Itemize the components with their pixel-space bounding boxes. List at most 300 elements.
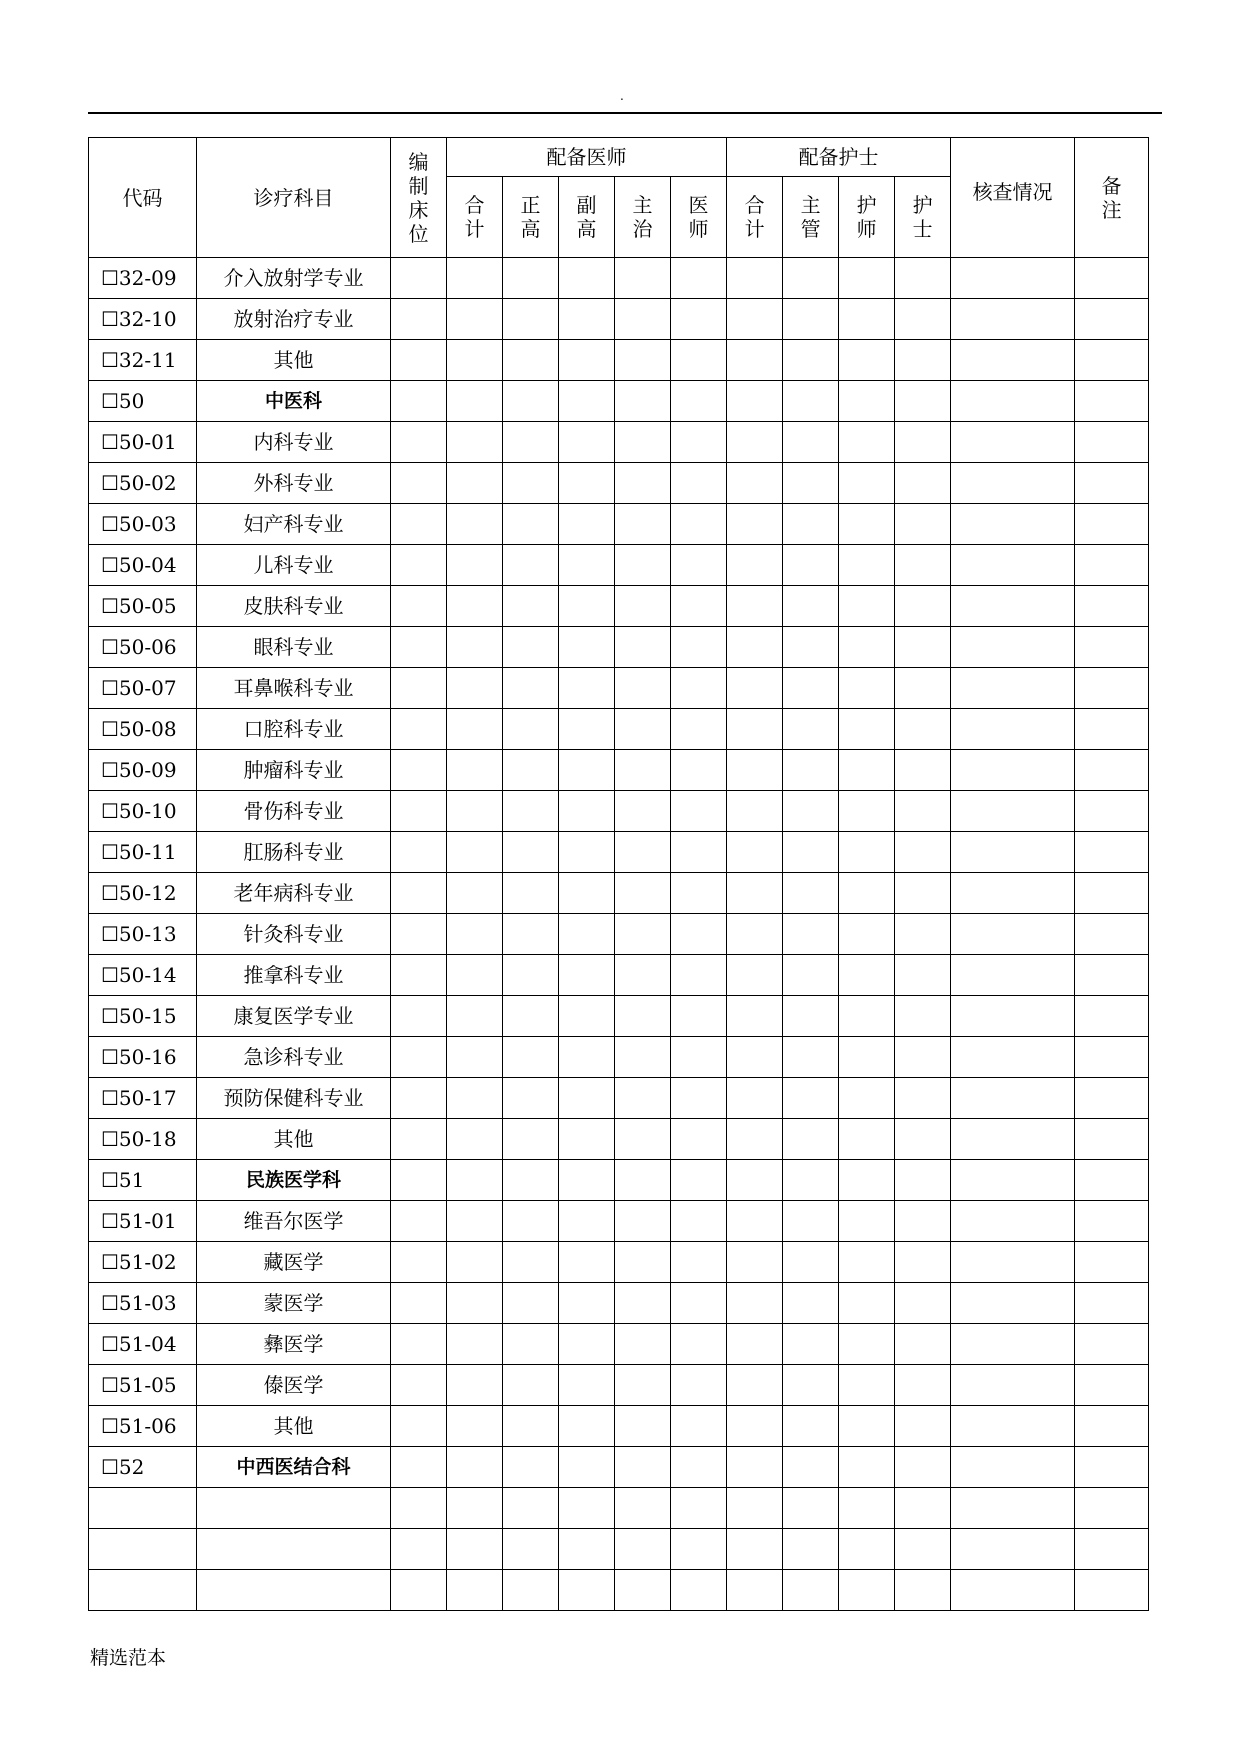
empty-entry-cell[interactable]	[727, 1447, 783, 1488]
empty-entry-cell[interactable]	[559, 299, 615, 340]
empty-entry-cell[interactable]	[839, 1283, 895, 1324]
empty-entry-cell[interactable]	[1075, 1160, 1149, 1201]
empty-entry-cell[interactable]	[727, 1201, 783, 1242]
empty-entry-cell[interactable]	[447, 463, 503, 504]
empty-entry-cell[interactable]	[447, 1447, 503, 1488]
empty-entry-cell[interactable]	[839, 1529, 895, 1570]
empty-entry-cell[interactable]	[1075, 709, 1149, 750]
empty-entry-cell[interactable]	[671, 381, 727, 422]
empty-entry-cell[interactable]	[727, 1078, 783, 1119]
empty-entry-cell[interactable]	[615, 1570, 671, 1611]
empty-entry-cell[interactable]	[615, 1037, 671, 1078]
empty-entry-cell[interactable]	[839, 1365, 895, 1406]
empty-entry-cell[interactable]	[895, 463, 951, 504]
empty-entry-cell[interactable]	[447, 340, 503, 381]
empty-entry-cell[interactable]	[895, 545, 951, 586]
empty-entry-cell[interactable]	[727, 1324, 783, 1365]
empty-entry-cell[interactable]	[391, 1160, 447, 1201]
empty-entry-cell[interactable]	[391, 545, 447, 586]
empty-entry-cell[interactable]	[671, 914, 727, 955]
empty-entry-cell[interactable]	[615, 1406, 671, 1447]
empty-entry-cell[interactable]	[1075, 381, 1149, 422]
empty-entry-cell[interactable]	[895, 1406, 951, 1447]
empty-entry-cell[interactable]	[391, 1488, 447, 1529]
empty-entry-cell[interactable]	[727, 299, 783, 340]
empty-entry-cell[interactable]	[895, 996, 951, 1037]
empty-entry-cell[interactable]	[559, 668, 615, 709]
empty-entry-cell[interactable]	[503, 1078, 559, 1119]
empty-entry-cell[interactable]	[391, 1529, 447, 1570]
empty-entry-cell[interactable]	[951, 422, 1075, 463]
empty-entry-cell[interactable]	[783, 873, 839, 914]
empty-entry-cell[interactable]	[895, 914, 951, 955]
empty-entry-cell[interactable]	[1075, 1570, 1149, 1611]
empty-entry-cell[interactable]	[503, 1201, 559, 1242]
empty-entry-cell[interactable]	[615, 1242, 671, 1283]
empty-entry-cell[interactable]	[615, 586, 671, 627]
empty-entry-cell[interactable]	[671, 996, 727, 1037]
empty-entry-cell[interactable]	[839, 996, 895, 1037]
empty-entry-cell[interactable]	[671, 832, 727, 873]
empty-entry-cell[interactable]	[1075, 791, 1149, 832]
empty-entry-cell[interactable]	[895, 1201, 951, 1242]
empty-entry-cell[interactable]	[391, 1119, 447, 1160]
empty-entry-cell[interactable]	[839, 914, 895, 955]
empty-entry-cell[interactable]	[615, 914, 671, 955]
empty-entry-cell[interactable]	[503, 1324, 559, 1365]
empty-entry-cell[interactable]	[727, 1570, 783, 1611]
empty-entry-cell[interactable]	[447, 1119, 503, 1160]
empty-entry-cell[interactable]	[503, 299, 559, 340]
empty-entry-cell[interactable]	[503, 709, 559, 750]
empty-entry-cell[interactable]	[727, 668, 783, 709]
empty-entry-cell[interactable]	[391, 1078, 447, 1119]
empty-entry-cell[interactable]	[503, 873, 559, 914]
empty-entry-cell[interactable]	[671, 1160, 727, 1201]
empty-entry-cell[interactable]	[1075, 832, 1149, 873]
empty-entry-cell[interactable]	[391, 422, 447, 463]
empty-entry-cell[interactable]	[951, 1365, 1075, 1406]
empty-entry-cell[interactable]	[727, 1242, 783, 1283]
empty-entry-cell[interactable]	[951, 381, 1075, 422]
empty-entry-cell[interactable]	[559, 545, 615, 586]
empty-entry-cell[interactable]	[615, 1324, 671, 1365]
empty-entry-cell[interactable]	[727, 1488, 783, 1529]
empty-entry-cell[interactable]	[503, 1160, 559, 1201]
empty-entry-cell[interactable]	[671, 1488, 727, 1529]
empty-entry-cell[interactable]	[559, 1119, 615, 1160]
empty-entry-cell[interactable]	[447, 709, 503, 750]
empty-entry-cell[interactable]	[447, 299, 503, 340]
empty-entry-cell[interactable]	[615, 1488, 671, 1529]
empty-entry-cell[interactable]	[671, 1324, 727, 1365]
empty-entry-cell[interactable]	[503, 1119, 559, 1160]
empty-entry-cell[interactable]	[671, 1283, 727, 1324]
empty-entry-cell[interactable]	[671, 1201, 727, 1242]
empty-entry-cell[interactable]	[1075, 996, 1149, 1037]
empty-entry-cell[interactable]	[391, 791, 447, 832]
empty-entry-cell[interactable]	[839, 381, 895, 422]
empty-entry-cell[interactable]	[1075, 668, 1149, 709]
empty-entry-cell[interactable]	[671, 340, 727, 381]
empty-entry-cell[interactable]	[783, 299, 839, 340]
empty-entry-cell[interactable]	[1075, 1037, 1149, 1078]
empty-entry-cell[interactable]	[1075, 627, 1149, 668]
empty-entry-cell[interactable]	[727, 709, 783, 750]
empty-entry-cell[interactable]	[447, 627, 503, 668]
empty-entry-cell[interactable]	[615, 1529, 671, 1570]
empty-entry-cell[interactable]	[895, 750, 951, 791]
empty-entry-cell[interactable]	[559, 422, 615, 463]
empty-entry-cell[interactable]	[391, 504, 447, 545]
empty-entry-cell[interactable]	[839, 1201, 895, 1242]
empty-entry-cell[interactable]	[1075, 914, 1149, 955]
empty-entry-cell[interactable]	[783, 996, 839, 1037]
empty-entry-cell[interactable]	[391, 1242, 447, 1283]
empty-entry-cell[interactable]	[615, 709, 671, 750]
empty-entry-cell[interactable]	[895, 504, 951, 545]
empty-entry-cell[interactable]	[951, 1283, 1075, 1324]
empty-entry-cell[interactable]	[615, 750, 671, 791]
empty-entry-cell[interactable]	[895, 668, 951, 709]
empty-entry-cell[interactable]	[727, 1037, 783, 1078]
empty-entry-cell[interactable]	[503, 1242, 559, 1283]
empty-entry-cell[interactable]	[951, 1324, 1075, 1365]
empty-entry-cell[interactable]	[839, 955, 895, 996]
empty-entry-cell[interactable]	[447, 381, 503, 422]
empty-entry-cell[interactable]	[671, 504, 727, 545]
empty-entry-cell[interactable]	[895, 791, 951, 832]
empty-entry-cell[interactable]	[783, 1037, 839, 1078]
empty-entry-cell[interactable]	[839, 1488, 895, 1529]
empty-entry-cell[interactable]	[391, 627, 447, 668]
empty-entry-cell[interactable]	[559, 914, 615, 955]
empty-entry-cell[interactable]	[447, 258, 503, 299]
empty-entry-cell[interactable]	[727, 381, 783, 422]
empty-entry-cell[interactable]	[503, 955, 559, 996]
empty-entry-cell[interactable]	[783, 832, 839, 873]
empty-entry-cell[interactable]	[895, 1447, 951, 1488]
empty-entry-cell[interactable]	[783, 1324, 839, 1365]
empty-entry-cell[interactable]	[1075, 1529, 1149, 1570]
empty-entry-cell[interactable]	[951, 1160, 1075, 1201]
empty-entry-cell[interactable]	[783, 627, 839, 668]
empty-entry-cell[interactable]	[615, 340, 671, 381]
empty-entry-cell[interactable]	[951, 1529, 1075, 1570]
empty-entry-cell[interactable]	[391, 340, 447, 381]
empty-entry-cell[interactable]	[783, 668, 839, 709]
empty-entry-cell[interactable]	[615, 1119, 671, 1160]
empty-entry-cell[interactable]	[895, 955, 951, 996]
empty-entry-cell[interactable]	[839, 1324, 895, 1365]
empty-entry-cell[interactable]	[671, 258, 727, 299]
empty-entry-cell[interactable]	[559, 258, 615, 299]
empty-entry-cell[interactable]	[783, 1570, 839, 1611]
empty-entry-cell[interactable]	[839, 1570, 895, 1611]
empty-entry-cell[interactable]	[447, 996, 503, 1037]
empty-entry-cell[interactable]	[1075, 1365, 1149, 1406]
empty-entry-cell[interactable]	[391, 1324, 447, 1365]
empty-entry-cell[interactable]	[447, 1078, 503, 1119]
empty-entry-cell[interactable]	[783, 750, 839, 791]
empty-entry-cell[interactable]	[559, 463, 615, 504]
empty-entry-cell[interactable]	[615, 545, 671, 586]
empty-entry-cell[interactable]	[783, 1160, 839, 1201]
empty-entry-cell[interactable]	[839, 873, 895, 914]
empty-entry-cell[interactable]	[951, 873, 1075, 914]
empty-entry-cell[interactable]	[783, 955, 839, 996]
empty-entry-cell[interactable]	[895, 1324, 951, 1365]
empty-entry-cell[interactable]	[839, 1242, 895, 1283]
empty-entry-cell[interactable]	[503, 791, 559, 832]
empty-entry-cell[interactable]	[559, 1406, 615, 1447]
empty-entry-cell[interactable]	[615, 381, 671, 422]
empty-entry-cell[interactable]	[727, 258, 783, 299]
empty-entry-cell[interactable]	[671, 463, 727, 504]
empty-entry-cell[interactable]	[727, 545, 783, 586]
empty-entry-cell[interactable]	[727, 463, 783, 504]
empty-entry-cell[interactable]	[447, 586, 503, 627]
empty-entry-cell[interactable]	[839, 1447, 895, 1488]
empty-entry-cell[interactable]	[447, 1283, 503, 1324]
empty-entry-cell[interactable]	[839, 668, 895, 709]
empty-entry-cell[interactable]	[951, 750, 1075, 791]
empty-entry-cell[interactable]	[727, 955, 783, 996]
empty-entry-cell[interactable]	[615, 299, 671, 340]
empty-entry-cell[interactable]	[559, 340, 615, 381]
empty-entry-cell[interactable]	[783, 1078, 839, 1119]
empty-entry-cell[interactable]	[951, 586, 1075, 627]
empty-entry-cell[interactable]	[559, 1447, 615, 1488]
empty-entry-cell[interactable]	[503, 1406, 559, 1447]
empty-entry-cell[interactable]	[951, 1242, 1075, 1283]
empty-entry-cell[interactable]	[559, 750, 615, 791]
empty-entry-cell[interactable]	[559, 1570, 615, 1611]
empty-entry-cell[interactable]	[727, 832, 783, 873]
empty-entry-cell[interactable]	[559, 1529, 615, 1570]
empty-entry-cell[interactable]	[895, 299, 951, 340]
empty-entry-cell[interactable]	[783, 1406, 839, 1447]
empty-entry-cell[interactable]	[783, 1119, 839, 1160]
empty-entry-cell[interactable]	[895, 1160, 951, 1201]
empty-entry-cell[interactable]	[503, 1365, 559, 1406]
empty-entry-cell[interactable]	[671, 750, 727, 791]
empty-entry-cell[interactable]	[503, 668, 559, 709]
empty-entry-cell[interactable]	[559, 381, 615, 422]
empty-entry-cell[interactable]	[951, 1488, 1075, 1529]
empty-entry-cell[interactable]	[391, 463, 447, 504]
empty-entry-cell[interactable]	[391, 1406, 447, 1447]
empty-entry-cell[interactable]	[951, 832, 1075, 873]
empty-entry-cell[interactable]	[895, 1242, 951, 1283]
empty-entry-cell[interactable]	[783, 1529, 839, 1570]
empty-entry-cell[interactable]	[895, 258, 951, 299]
empty-entry-cell[interactable]	[503, 1488, 559, 1529]
empty-entry-cell[interactable]	[783, 791, 839, 832]
empty-entry-cell[interactable]	[391, 1365, 447, 1406]
empty-entry-cell[interactable]	[1075, 750, 1149, 791]
empty-entry-cell[interactable]	[951, 955, 1075, 996]
empty-entry-cell[interactable]	[839, 1406, 895, 1447]
empty-entry-cell[interactable]	[951, 1078, 1075, 1119]
empty-entry-cell[interactable]	[447, 668, 503, 709]
empty-entry-cell[interactable]	[1075, 422, 1149, 463]
empty-entry-cell[interactable]	[503, 1037, 559, 1078]
empty-entry-cell[interactable]	[951, 709, 1075, 750]
empty-entry-cell[interactable]	[783, 463, 839, 504]
empty-entry-cell[interactable]	[447, 1570, 503, 1611]
empty-entry-cell[interactable]	[839, 463, 895, 504]
empty-entry-cell[interactable]	[671, 1078, 727, 1119]
empty-entry-cell[interactable]	[1075, 1406, 1149, 1447]
empty-entry-cell[interactable]	[391, 1037, 447, 1078]
empty-entry-cell[interactable]	[727, 1160, 783, 1201]
empty-entry-cell[interactable]	[1075, 545, 1149, 586]
empty-entry-cell[interactable]	[839, 709, 895, 750]
empty-entry-cell[interactable]	[671, 873, 727, 914]
empty-entry-cell[interactable]	[895, 1078, 951, 1119]
empty-entry-cell[interactable]	[391, 873, 447, 914]
empty-entry-cell[interactable]	[727, 627, 783, 668]
empty-entry-cell[interactable]	[503, 422, 559, 463]
empty-entry-cell[interactable]	[1075, 955, 1149, 996]
empty-entry-cell[interactable]	[615, 955, 671, 996]
empty-entry-cell[interactable]	[447, 791, 503, 832]
empty-entry-cell[interactable]	[839, 1078, 895, 1119]
empty-entry-cell[interactable]	[447, 1242, 503, 1283]
empty-entry-cell[interactable]	[783, 504, 839, 545]
empty-entry-cell[interactable]	[727, 504, 783, 545]
empty-entry-cell[interactable]	[671, 627, 727, 668]
empty-entry-cell[interactable]	[1075, 586, 1149, 627]
empty-entry-cell[interactable]	[447, 955, 503, 996]
empty-entry-cell[interactable]	[783, 340, 839, 381]
empty-entry-cell[interactable]	[671, 299, 727, 340]
empty-entry-cell[interactable]	[615, 1160, 671, 1201]
empty-entry-cell[interactable]	[839, 1037, 895, 1078]
empty-entry-cell[interactable]	[559, 504, 615, 545]
empty-entry-cell[interactable]	[783, 586, 839, 627]
empty-entry-cell[interactable]	[391, 1201, 447, 1242]
empty-entry-cell[interactable]	[503, 1447, 559, 1488]
empty-entry-cell[interactable]	[503, 258, 559, 299]
empty-entry-cell[interactable]	[839, 504, 895, 545]
empty-entry-cell[interactable]	[839, 340, 895, 381]
empty-entry-cell[interactable]	[783, 709, 839, 750]
empty-entry-cell[interactable]	[391, 750, 447, 791]
empty-entry-cell[interactable]	[727, 1365, 783, 1406]
empty-entry-cell[interactable]	[671, 791, 727, 832]
empty-entry-cell[interactable]	[559, 1037, 615, 1078]
empty-entry-cell[interactable]	[391, 1283, 447, 1324]
empty-entry-cell[interactable]	[447, 832, 503, 873]
empty-entry-cell[interactable]	[839, 832, 895, 873]
empty-entry-cell[interactable]	[839, 1119, 895, 1160]
empty-entry-cell[interactable]	[839, 258, 895, 299]
empty-entry-cell[interactable]	[559, 996, 615, 1037]
empty-entry-cell[interactable]	[503, 832, 559, 873]
empty-entry-cell[interactable]	[895, 1365, 951, 1406]
empty-entry-cell[interactable]	[503, 586, 559, 627]
empty-entry-cell[interactable]	[895, 627, 951, 668]
empty-entry-cell[interactable]	[783, 422, 839, 463]
empty-entry-cell[interactable]	[615, 668, 671, 709]
empty-entry-cell[interactable]	[503, 1570, 559, 1611]
empty-entry-cell[interactable]	[391, 914, 447, 955]
empty-entry-cell[interactable]	[503, 504, 559, 545]
empty-entry-cell[interactable]	[447, 1324, 503, 1365]
empty-entry-cell[interactable]	[895, 709, 951, 750]
empty-entry-cell[interactable]	[615, 258, 671, 299]
empty-entry-cell[interactable]	[559, 709, 615, 750]
empty-entry-cell[interactable]	[671, 1037, 727, 1078]
empty-entry-cell[interactable]	[447, 1365, 503, 1406]
empty-entry-cell[interactable]	[615, 1201, 671, 1242]
empty-entry-cell[interactable]	[559, 873, 615, 914]
empty-entry-cell[interactable]	[727, 1283, 783, 1324]
empty-entry-cell[interactable]	[671, 955, 727, 996]
empty-entry-cell[interactable]	[951, 1037, 1075, 1078]
empty-entry-cell[interactable]	[783, 381, 839, 422]
empty-entry-cell[interactable]	[895, 873, 951, 914]
empty-entry-cell[interactable]	[783, 914, 839, 955]
empty-entry-cell[interactable]	[951, 627, 1075, 668]
empty-entry-cell[interactable]	[391, 709, 447, 750]
empty-entry-cell[interactable]	[727, 873, 783, 914]
empty-entry-cell[interactable]	[615, 1283, 671, 1324]
empty-entry-cell[interactable]	[447, 1201, 503, 1242]
empty-entry-cell[interactable]	[559, 1283, 615, 1324]
empty-entry-cell[interactable]	[391, 299, 447, 340]
empty-entry-cell[interactable]	[559, 1365, 615, 1406]
empty-entry-cell[interactable]	[503, 545, 559, 586]
empty-entry-cell[interactable]	[839, 586, 895, 627]
empty-entry-cell[interactable]	[391, 381, 447, 422]
empty-entry-cell[interactable]	[391, 258, 447, 299]
empty-entry-cell[interactable]	[1075, 463, 1149, 504]
empty-entry-cell[interactable]	[447, 545, 503, 586]
empty-entry-cell[interactable]	[783, 1283, 839, 1324]
empty-entry-cell[interactable]	[447, 750, 503, 791]
empty-entry-cell[interactable]	[951, 1406, 1075, 1447]
empty-entry-cell[interactable]	[447, 422, 503, 463]
empty-entry-cell[interactable]	[951, 1201, 1075, 1242]
empty-entry-cell[interactable]	[951, 1570, 1075, 1611]
empty-entry-cell[interactable]	[559, 1160, 615, 1201]
empty-entry-cell[interactable]	[839, 750, 895, 791]
empty-entry-cell[interactable]	[1075, 340, 1149, 381]
empty-entry-cell[interactable]	[671, 1570, 727, 1611]
empty-entry-cell[interactable]	[1075, 1119, 1149, 1160]
empty-entry-cell[interactable]	[671, 1406, 727, 1447]
empty-entry-cell[interactable]	[671, 709, 727, 750]
empty-entry-cell[interactable]	[727, 914, 783, 955]
empty-entry-cell[interactable]	[1075, 1242, 1149, 1283]
empty-entry-cell[interactable]	[671, 545, 727, 586]
empty-entry-cell[interactable]	[839, 1160, 895, 1201]
empty-entry-cell[interactable]	[391, 586, 447, 627]
empty-entry-cell[interactable]	[895, 1570, 951, 1611]
empty-entry-cell[interactable]	[503, 750, 559, 791]
empty-entry-cell[interactable]	[951, 504, 1075, 545]
empty-entry-cell[interactable]	[839, 791, 895, 832]
empty-entry-cell[interactable]	[615, 463, 671, 504]
empty-entry-cell[interactable]	[1075, 504, 1149, 545]
empty-entry-cell[interactable]	[1075, 258, 1149, 299]
empty-entry-cell[interactable]	[951, 1119, 1075, 1160]
empty-entry-cell[interactable]	[391, 1570, 447, 1611]
empty-entry-cell[interactable]	[615, 422, 671, 463]
